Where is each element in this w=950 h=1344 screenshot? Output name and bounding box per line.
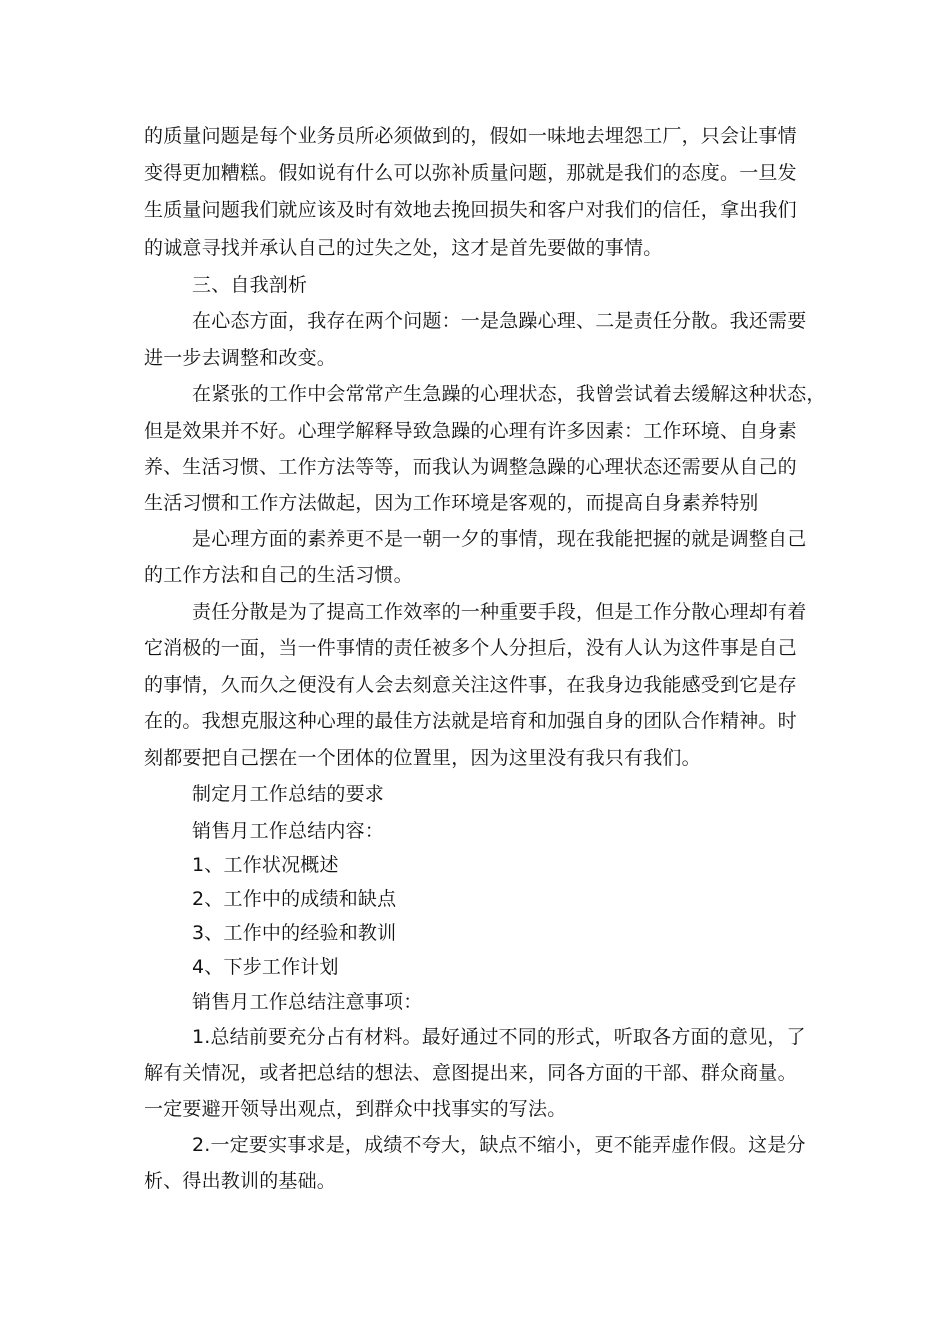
text-line: 一定要避开领导出观点，到群众中找事实的写法。: [144, 1098, 567, 1120]
list-item: 3、工作中的经验和教训: [192, 922, 397, 944]
list-heading: 销售月工作总结内容：: [192, 820, 385, 842]
text-line: 在的。我想克服这种心理的最佳方法就是培育和加强自身的团队合作精神。时: [144, 710, 797, 732]
text-line: 刻都要把自己摆在一个团体的位置里，因为这里没有我只有我们。: [144, 747, 701, 769]
text-line: 的质量问题是每个业务员所必须做到的，假如一味地去埋怨工厂，只会让事情: [144, 125, 797, 147]
text-line: 2.一定要实事求是，成绩不夸大，缺点不缩小，更不能弄虚作假。这是分: [192, 1134, 806, 1156]
text-line: 责任分散是为了提高工作效率的一种重要手段，但是工作分散心理却有着: [192, 601, 807, 623]
text-line: 它消极的一面，当一件事情的责任被多个人分担后，没有人认为这件事是自己: [144, 637, 797, 659]
text-line: 在心态方面，我存在两个问题：一是急躁心理、二是责任分散。我还需要: [192, 310, 807, 332]
text-line: 解有关情况，或者把总结的想法、意图提出来，同各方面的干部、群众商量。: [144, 1062, 797, 1084]
text-line: 析、得出教训的基础。: [144, 1170, 337, 1192]
text-line: 养、生活习惯、工作方法等等，而我认为调整急躁的心理状态还需要从自己的: [144, 456, 797, 478]
text-line: 但是效果并不好。心理学解释导致急躁的心理有许多因素：工作环境、自身素: [144, 420, 797, 442]
text-line: 的诚意寻找并承认自己的过失之处，这才是首先要做的事情。: [144, 237, 663, 259]
text-line: 变得更加糟糕。假如说有什么可以弥补质量问题，那就是我们的态度。一旦发: [144, 162, 797, 184]
list-item: 4、下步工作计划: [192, 956, 339, 978]
text-line: 的工作方法和自己的生活习惯。: [144, 564, 413, 586]
list-item: 1、工作状况概述: [192, 854, 339, 876]
section-heading: 三、自我剖析: [192, 274, 308, 296]
text-line: 的事情，久而久之便没有人会去刻意关注这件事，在我身边我能感受到它是存: [144, 674, 797, 696]
text-line: 在紧张的工作中会常常产生急躁的心理状态，我曾尝试着去缓解这种状态，: [192, 383, 826, 405]
list-item: 2、工作中的成绩和缺点: [192, 888, 397, 910]
text-line: 是心理方面的素养更不是一朝一夕的事情，现在我能把握的就是调整自己: [192, 528, 807, 550]
text-line: 1.总结前要充分占有材料。最好通过不同的形式，听取各方面的意见，了: [192, 1026, 806, 1048]
text-line: 生质量问题我们就应该及时有效地去挽回损失和客户对我们的信任，拿出我们: [144, 199, 797, 221]
text-line: 进一步去调整和改变。: [144, 347, 337, 369]
list-heading: 销售月工作总结注意事项：: [192, 991, 423, 1013]
section-heading: 制定月工作总结的要求: [192, 783, 385, 805]
text-line: 生活习惯和工作方法做起，因为工作环境是客观的，而提高自身素养特别: [144, 492, 759, 514]
